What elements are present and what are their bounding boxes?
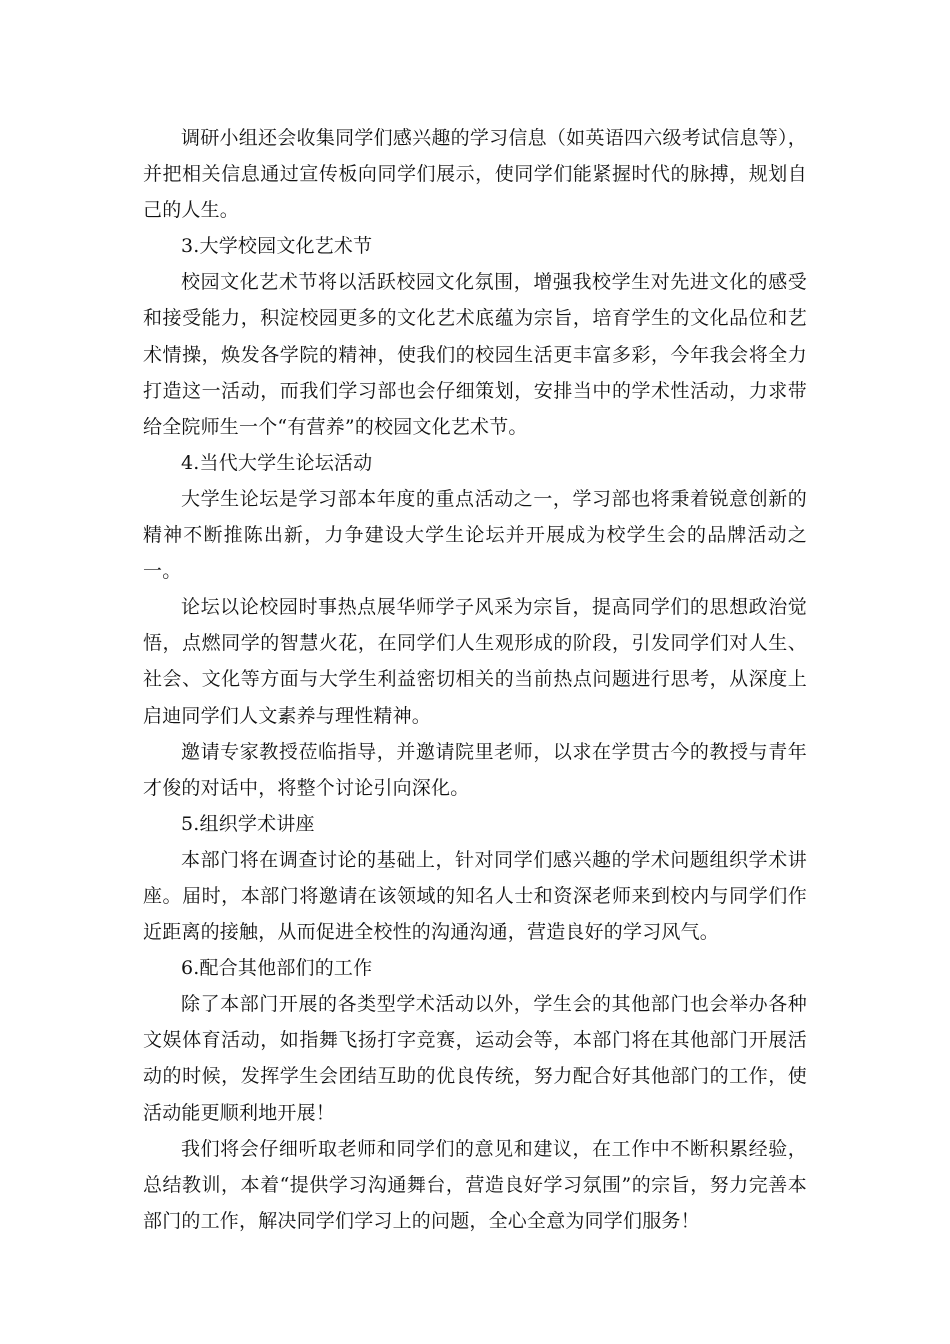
paragraph-forum-purpose: 论坛以论校园时事热点展华师学子风采为宗旨，提高同学们的思想政治觉悟，点燃同学的智慧火花，在同学们人生观形成的阶段，引发同学们对人生、社会、文化等方面与大学生利益密切相关的当前热点问题进行思考，从深度上启迪同学们人文素养与理性精神。	[143, 596, 807, 727]
section-heading-5: 5.组织学术讲座	[181, 812, 315, 835]
section-heading-4: 4.当代大学生论坛活动	[181, 451, 373, 474]
paragraph-forum-intro: 大学生论坛是学习部本年度的重点活动之一，学习部也将秉着锐意创新的精神不断推陈出新，力争建设大学生论坛并开展成为校学生会的品牌活动之一。	[143, 487, 807, 583]
paragraph-conclusion: 我们将会仔细听取老师和同学们的意见和建议，在工作中不断积累经验，总结教训，本着“提供学习沟通舞台，营造良好学习氛围”的宗旨，努力完善本部门的工作，解决同学们学习上的问题，全心全意为同学们服务！	[143, 1137, 807, 1232]
paragraph-cooperation: 除了本部门开展的各类型学术活动以外，学生会的其他部门也会举办各种文娱体育活动，如指舞飞扬打字竞赛，运动会等，本部门将在其他部门开展活动的时候，发挥学生会团结互助的优良传统，努力配合好其他部门的工作，使活动能更顺利地开展！	[143, 993, 807, 1124]
section-heading-6: 6.配合其他部们的工作	[181, 957, 373, 980]
paragraph-art-festival: 校园文化艺术节将以活跃校园文化氛围，增强我校学生对先进文化的感受和接受能力，积淀校园更多的文化艺术底蕴为宗旨，培育学生的文化品位和艺术情操，焕发各学院的精神，使我们的校园生活更丰富多彩，今年我会将全力打造这一活动，而我们学习部也会仔细策划，安排当中的学术性活动，力求带给全院师生一个“有营养”的校园文化艺术节。	[143, 271, 807, 438]
paragraph-lectures: 本部门将在调查讨论的基础上，针对同学们感兴趣的学术问题组织学术讲座。届时，本部门将邀请在该领域的知名人士和资深老师来到校内与同学们作近距离的接触，从而促进全校性的沟通沟通，营造良好的学习风气。	[143, 848, 807, 944]
document-body	[143, 120, 807, 1239]
paragraph-forum-experts: 邀请专家教授莅临指导，并邀请院里老师，以求在学贯古今的教授与青年才俊的对话中，将整个讨论引向深化。	[143, 740, 807, 799]
section-heading-3: 3.大学校园文化艺术节	[181, 235, 373, 258]
paragraph-survey-info: 调研小组还会收集同学们感兴趣的学习信息（如英语四六级考试信息等），并把相关信息通过宣传板向同学们展示，使同学们能紧握时代的脉搏，规划自己的人生。	[143, 127, 807, 222]
